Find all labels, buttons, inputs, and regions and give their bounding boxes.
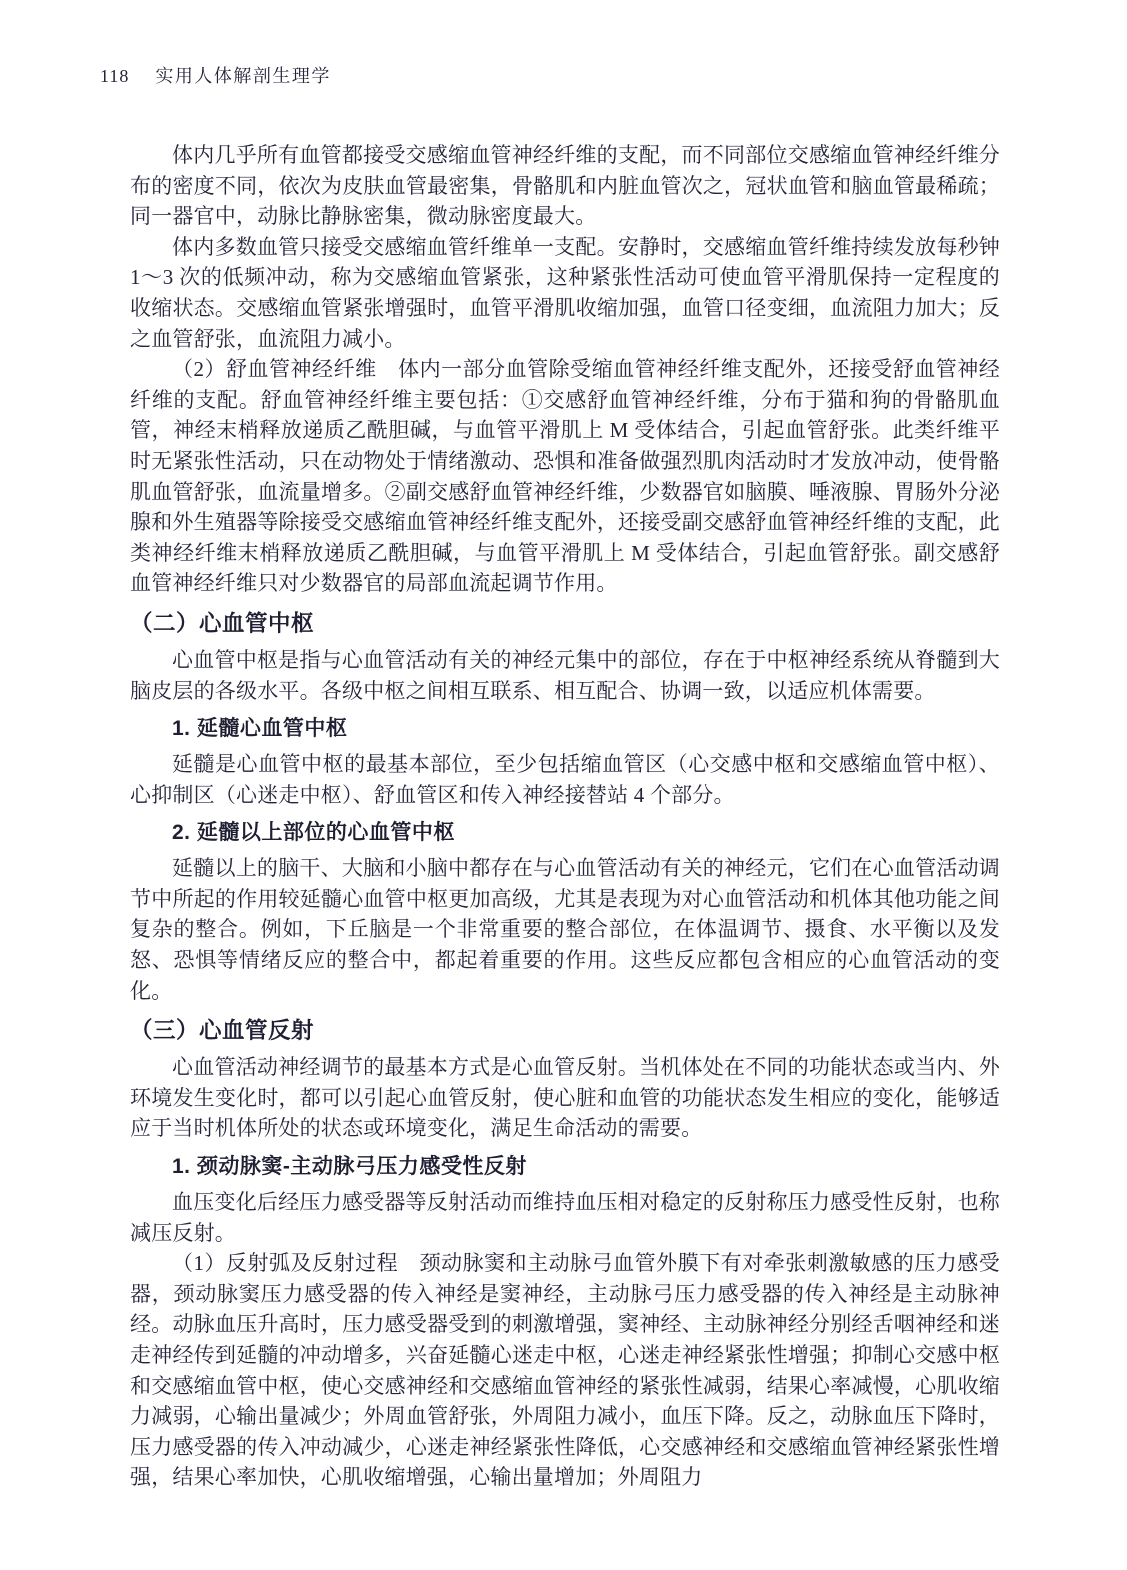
subsection-heading-above-medulla: 2. 延髓以上部位的心血管中枢 <box>172 821 455 845</box>
content-area <box>130 140 1000 1493</box>
paragraph: （2）舒血管神经纤维 体内一部分血管除受缩血管神经纤维支配外，还接受舒血管神经纤维的支配。舒血管神经纤维主要包括：①交感舒血管神经纤维，分布于猫和狗的骨骼肌血管，神经末梢释放递质乙酰胆碱，与血管平滑肌上 M 受体结合，引起血管舒张。此类纤维平时无紧张性活动，只在动物处于情绪激动、恐惧和准备做强烈肌肉活动时才发放冲动，使骨骼肌血管舒张，血流量增多。②副交感舒血管神经纤维，少数器官如脑膜、唾液腺、胃肠外分泌腺和外生殖器等除接受交感缩血管神经纤维支配外，还接受副交感舒血管神经纤维的支配，此类神经纤维末梢释放递质乙酰胆碱，与血管平滑肌上 M 受体结合，引起血管舒张。副交感舒血管神经纤维只对少数器官的局部血流起调节作用。 <box>130 357 1000 596</box>
page-number: 118 <box>100 66 130 86</box>
paragraph: 血压变化后经压力感受器等反射活动而维持血压相对稳定的反射称压力感受性反射，也称减压反射。 <box>130 1190 1000 1245</box>
paragraph: 体内几乎所有血管都接受交感缩血管神经纤维的支配，而不同部位交感缩血管神经纤维分布的密度不同，依次为皮肤血管最密集，骨骼肌和内脏血管次之，冠状血管和脑血管最稀疏；同一器官中，动脉比静脉密集，微动脉密度最大。 <box>130 143 1000 229</box>
paragraph: （1）反射弧及反射过程 颈动脉窦和主动脉弓血管外膜下有对牵张刺激敏感的压力感受器，颈动脉窦压力感受器的传入神经是窦神经，主动脉弓压力感受器的传入神经是主动脉神经。动脉血压升高时，压力感受器受到的刺激增强，窦神经、主动脉神经分别经舌咽神经和迷走神经传到延髓的冲动增多，兴奋延髓心迷走中枢，心迷走神经紧张性增强；抑制心交感中枢和交感缩血管中枢，使心交感神经和交感缩血管神经的紧张性减弱，结果心率减慢，心肌收缩力减弱，心输出量减少；外周血管舒张，外周阻力减小，血压下降。反之，动脉血压下降时，压力感受器的传入冲动减少，心迷走神经紧张性降低，心交感神经和交感缩血管神经紧张性增强，结果心率加快，心肌收缩增强，心输出量增加；外周阻力 <box>130 1251 1000 1490</box>
section-heading-cardiovascular-center: （二）心血管中枢 <box>130 610 315 636</box>
subsection-heading-medulla-center: 1. 延髓心血管中枢 <box>172 717 348 741</box>
paragraph: 体内多数血管只接受交感缩血管纤维单一支配。安静时，交感缩血管纤维持续发放每秒钟 1～3 次的低频冲动，称为交感缩血管紧张，这种紧张性活动可使血管平滑肌保持一定程度的收缩状态。交感缩血管紧张增强时，血管平滑肌收缩加强，血管口径变细，血流阻力加大；反之血管舒张，血流阻力减小。 <box>130 234 1000 351</box>
paragraph: 延髓以上的脑干、大脑和小脑中都存在与心血管活动有关的神经元，它们在心血管活动调节中所起的作用较延髓心血管中枢更加高级，尤其是表现为对心血管活动和机体其他功能之间复杂的整合。例如，下丘脑是一个非常重要的整合部位，在体温调节、摄食、水平衡以及发怒、恐惧等情绪反应的整合中，都起着重要的作用。这些反应都包含相应的心血管活动的变化。 <box>130 856 1000 1003</box>
section-heading-cardiovascular-reflex: （三）心血管反射 <box>130 1018 315 1044</box>
paragraph: 心血管中枢是指与心血管活动有关的神经元集中的部位，存在于中枢神经系统从脊髓到大脑皮层的各级水平。各级中枢之间相互联系、相互配合、协调一致，以适应机体需要。 <box>130 647 1000 703</box>
page-header <box>100 62 1000 88</box>
paragraph: 心血管活动神经调节的最基本方式是心血管反射。当机体处在不同的功能状态或当内、外环境发生变化时，都可以引起心血管反射，使心脏和血管的功能状态发生相应的变化，能够适应于当时机体所处的状态或环境变化，满足生命活动的需要。 <box>130 1055 1000 1141</box>
subsection-heading-baroreceptor-reflex: 1. 颈动脉窦-主动脉弓压力感受性反射 <box>172 1155 527 1179</box>
book-title: 实用人体解剖生理学 <box>155 66 331 86</box>
paragraph: 延髓是心血管中枢的最基本部位，至少包括缩血管区（心交感中枢和交感缩血管中枢）、心抑制区（心迷走中枢）、舒血管区和传入神经接替站 4 个部分。 <box>130 752 1000 807</box>
